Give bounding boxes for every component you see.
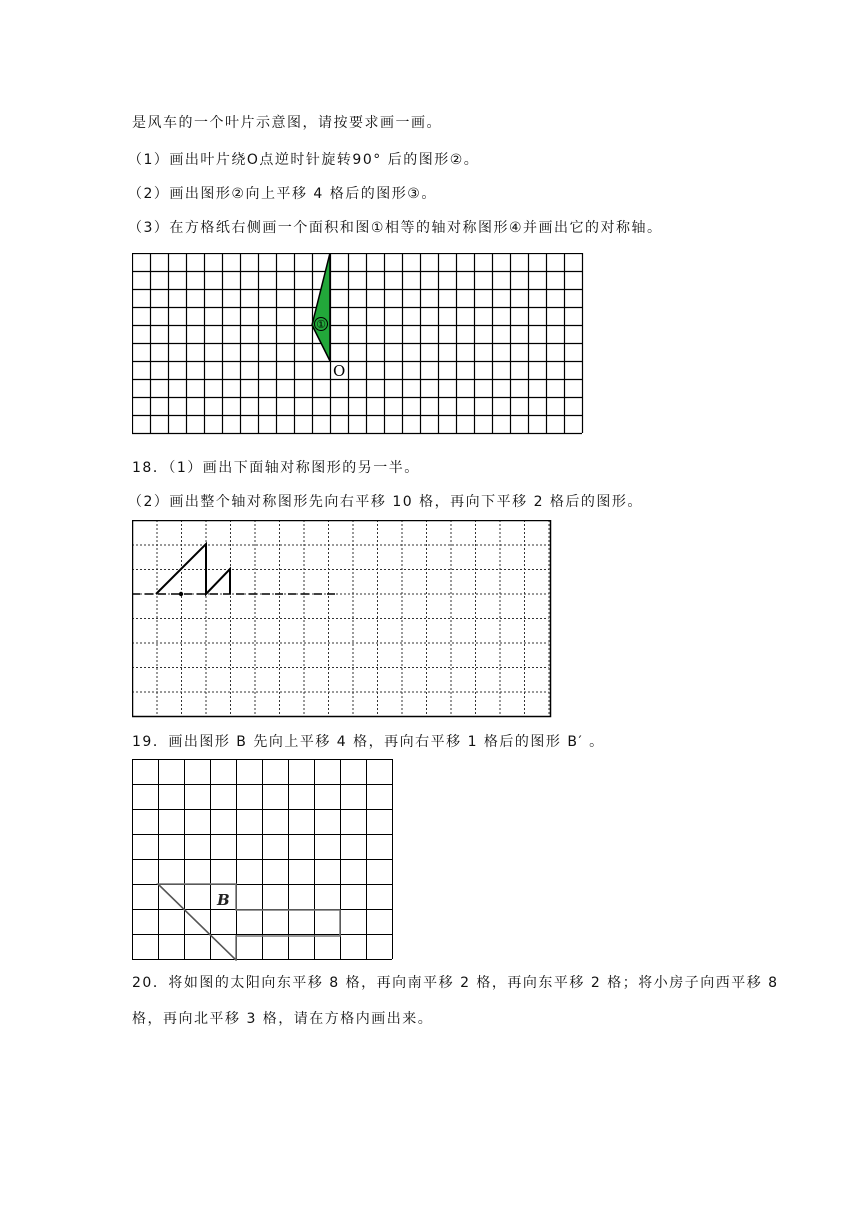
q19-text: 19．画出图形 B 先向上平移 4 格，再向右平移 1 格后的图形 B′ 。: [132, 734, 605, 750]
q18-axis-dot: [179, 592, 183, 596]
q18-part2: （2）画出整个轴对称图形先向右平移 10 格，再向下平移 2 格后的图形。: [128, 494, 643, 510]
q19-shape-label: B: [217, 891, 230, 909]
q19-grid: [132, 759, 396, 961]
q17-intro: 是风车的一个叶片示意图，请按要求画一画。: [132, 115, 442, 131]
q19-shape-b-outline: [158, 884, 340, 960]
q20-line2: 格，再向北平移 3 格，请在方格内画出来。: [132, 1011, 434, 1027]
q17-part1: （1）画出叶片绕O点逆时针旋转90° 后的图形②。: [128, 152, 480, 168]
q17-part3: （3）在方格纸右侧画一个面积和图①相等的轴对称图形④并画出它的对称轴。: [128, 220, 663, 236]
q17-shape-label: ①: [316, 318, 326, 331]
q17-grid: [132, 253, 584, 437]
q18-grid: [132, 520, 552, 718]
q18-part1: 18．（1）画出下面轴对称图形的另一半。: [132, 460, 420, 476]
q20-line1: 20．将如图的太阳向东平移 8 格，再向南平移 2 格，再向东平移 2 格；将小房子向西平移 8: [132, 975, 779, 991]
q17-point-label: O: [333, 362, 346, 380]
q17-part2: （2）画出图形②向上平移 4 格后的图形③。: [128, 186, 437, 202]
